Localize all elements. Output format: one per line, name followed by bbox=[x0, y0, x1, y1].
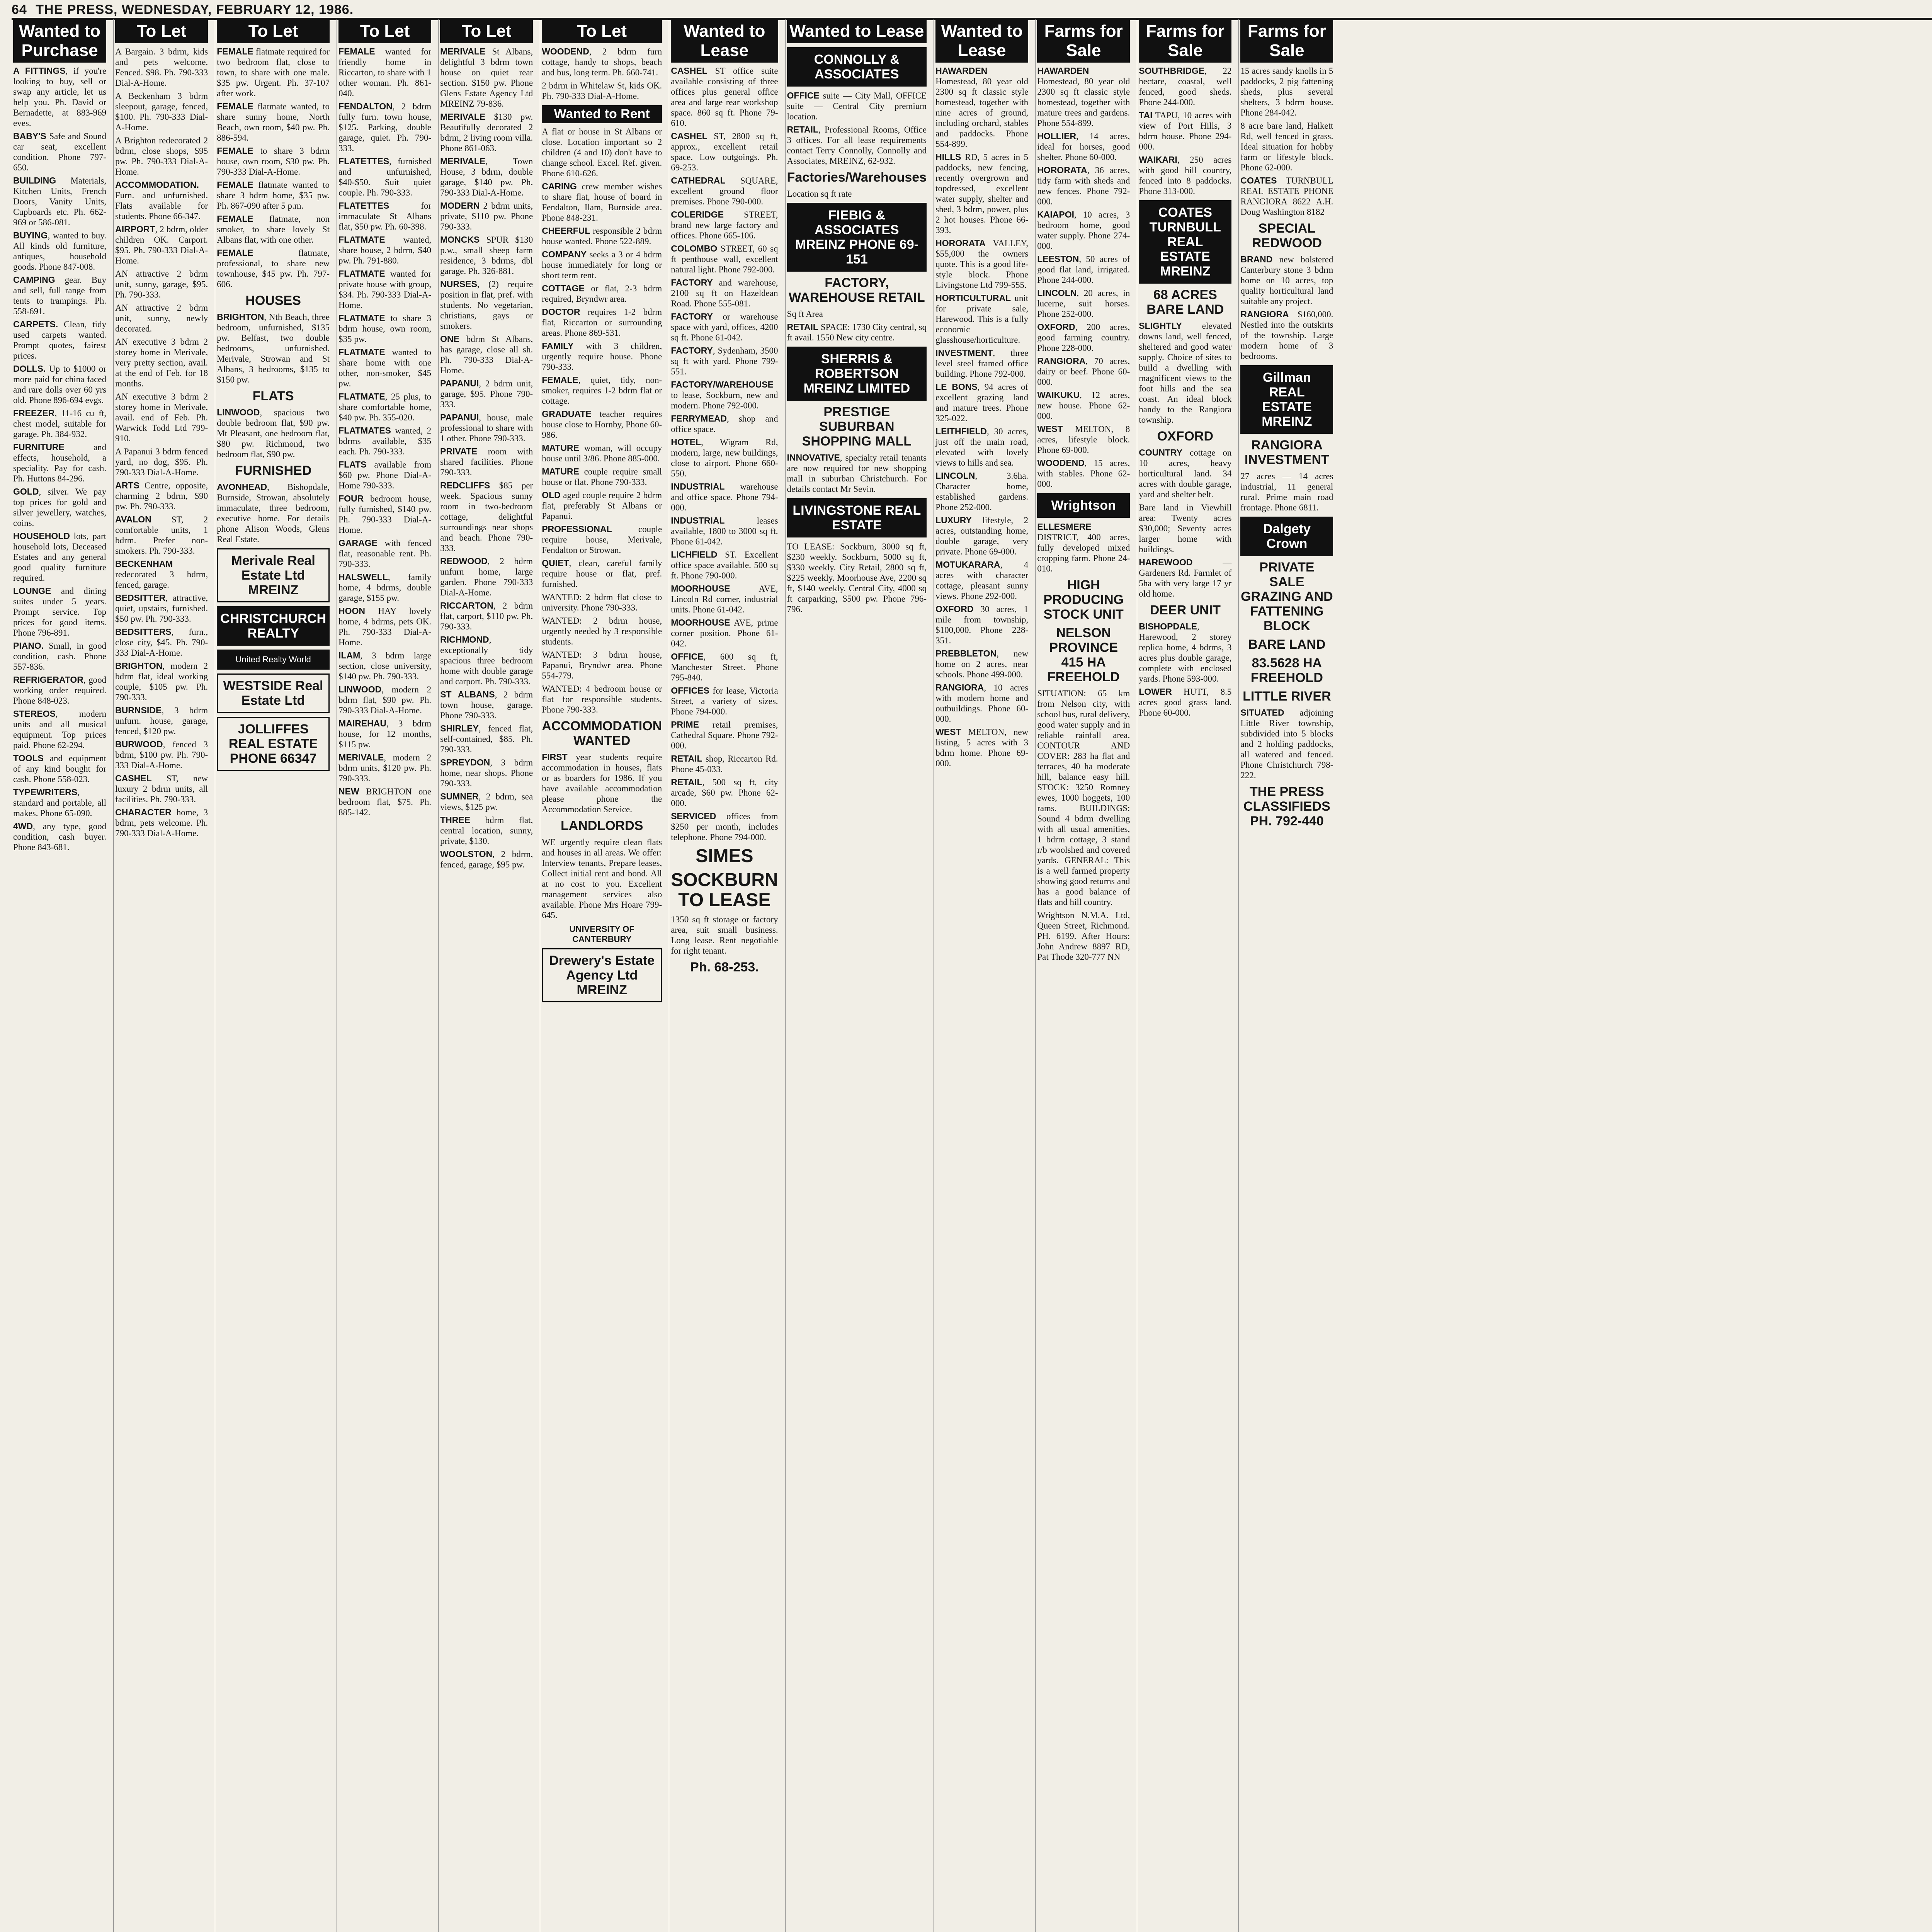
classified-column bbox=[669, 19, 779, 1932]
classified-ad: FIRST year students require accommodation in houses, flats or as boarders for 1986. If you have available accommodation please phone the Accommodation Service. bbox=[542, 752, 662, 814]
classified-ad: SHIRLEY, fenced flat, self-contained, $85. Ph. 790-333. bbox=[440, 723, 533, 754]
listing-header: Sq ft Area bbox=[787, 309, 823, 319]
classified-ad: FURNITURE and effects, household, a speciality. Pay for cash. Ph. Huttons 84-296. bbox=[13, 442, 107, 483]
classified-ad: FEMALE flatmate wanted, to share sunny home, North Beach, own room, $40 pw. Ph. 886-594. bbox=[217, 101, 330, 143]
classified-ad: FLATETTES, furnished and unfurnished, $40-$50. Suit quiet couple. Ph. 790-333. bbox=[338, 156, 432, 197]
display-heading: PRESTIGE SUBURBAN SHOPPING MALL bbox=[802, 405, 912, 449]
classified-column bbox=[438, 19, 534, 1932]
classified-ad: A Papanui 3 bdrm fenced yard, no dog, $95. Ph. 790-333 Dial-A-Home. bbox=[115, 447, 208, 477]
classified-ad: INVESTMENT, three level steel framed office building. Phone 792-000. bbox=[935, 348, 1029, 379]
column-heading: Farms for Sale bbox=[1240, 19, 1333, 63]
classified-ad: CAMPING gear. Buy and sell, full range from tents to trampings. Ph. 558-691. bbox=[13, 275, 107, 316]
classified-ad: WANTED: 2 bdrm flat close to university. Phone 790-333. bbox=[542, 592, 662, 612]
classified-ad: PIANO. Small, in good condition, cash. Phone 557-836. bbox=[13, 641, 107, 672]
column-heading: To Let bbox=[338, 19, 431, 43]
classified-ad: BABY'S Safe and Sound car seat, excellent condition. Phone 797-650. bbox=[13, 131, 107, 172]
classified-ad: MOTUKARARA, 4 acres with character cottage, pleasant sunny views. Phone 292-000. bbox=[935, 560, 1029, 601]
classified-ad: BURWOOD, fenced 3 bdrm, $100 pw. Ph. 790-333 Dial-A-Home. bbox=[115, 739, 208, 770]
classified-ad: HOTEL, Wigram Rd, modern, large, new buildings, close to airport. Phone 660-550. bbox=[671, 437, 778, 478]
merivale-logo: Merivale Real Estate Ltd MREINZ bbox=[217, 548, 330, 602]
classified-ad: FACTORY or warehouse space with yard, offices, 4200 sq ft. Phone 61-042. bbox=[671, 311, 778, 342]
classified-ad: ST ALBANS, 2 bdrm town house, garage. Phone 790-333. bbox=[440, 689, 533, 720]
classified-ad: LINCOLN, 20 acres, in lucerne, suit horses. Phone 252-000. bbox=[1037, 288, 1130, 319]
column-heading: Wanted to Purchase bbox=[13, 19, 106, 63]
christchurch-realty-logo: CHRISTCHURCH REALTY bbox=[217, 606, 330, 646]
classified-ad: MERIVALE, Town House, 3 bdrm, double garage, $140 pw. Ph. 790-333 Dial-A-Home. bbox=[440, 156, 533, 197]
column-heading: Wanted to Lease bbox=[671, 19, 778, 63]
classified-ad: FLATMATE wanted, share house, 2 bdrm, $40 pw. Ph. 791-880. bbox=[338, 235, 432, 265]
classified-ad: RETAIL, 500 sq ft, city arcade, $60 pw. Phone 62-000. bbox=[671, 777, 778, 808]
classified-ad: MOORHOUSE AVE, Lincoln Rd corner, industrial units. Phone 61-042. bbox=[671, 583, 778, 614]
classified-ad: LOUNGE and dining suites under 5 years. Prompt service. Top prices for good items. Phone 796-891. bbox=[13, 586, 107, 638]
classified-ad: FREEZER, 11-16 cu ft, chest model, suitable for garage. Ph. 384-932. bbox=[13, 408, 107, 439]
classified-ad: HALSWELL, family home, 4 bdrms, double garage, $155 pw. bbox=[338, 572, 432, 603]
classified-ad: WAIKARI, 250 acres with good hill country, fenced into 8 paddocks. Phone 313-000. bbox=[1139, 155, 1232, 196]
classified-ad: CASHEL ST office suite available consisting of three offices plus general office area and large rear workshop space. 860 sq ft. Phone 79-610. bbox=[671, 66, 778, 128]
classified-ad: RETAIL shop, Riccarton Rd. Phone 45-033. bbox=[671, 753, 778, 774]
classified-ad: INDUSTRIAL warehouse and office space. Phone 794-000. bbox=[671, 481, 778, 512]
masthead-title: THE PRESS, WEDNESDAY, FEBRUARY 12, 1986. bbox=[36, 2, 354, 17]
display-heading: 83.5628 HA FREEHOLD bbox=[1250, 656, 1323, 685]
display-heading: DEER UNIT bbox=[1150, 603, 1221, 617]
classified-ad: FLATETTES for immaculate St Albans flat, $50 pw. Ph. 60-398. bbox=[338, 201, 432, 231]
classified-ad: BEDSITTER, attractive, quiet, upstairs, furnished. $50 pw. Ph. 790-333. bbox=[115, 593, 208, 624]
classified-ad: FLATS available from $60 pw. Phone Dial-A-Home 790-333. bbox=[338, 459, 432, 490]
classified-ad: DOLLS. Up to $1000 or more paid for china faced and rare dolls over 60 yrs old. Phone 896-694 evgs. bbox=[13, 364, 107, 405]
classified-ad: BRIGHTON, modern 2 bdrm flat, ideal working couple, $105 pw. Ph. 790-333. bbox=[115, 661, 208, 702]
classified-ad: SPREYDON, 3 bdrm home, near shops. Phone 790-333. bbox=[440, 757, 533, 788]
nelson-contact: Wrightson N.M.A. Ltd, Queen Street, Richmond. PH. 6199. After Hours: John Andrew 8897 RD, Pat Thode 320-777 NN bbox=[1037, 910, 1130, 962]
masthead bbox=[12, 2, 1932, 20]
classified-ad: AN attractive 2 bdrm unit, sunny, garage, $95. Ph. 790-333. bbox=[115, 269, 208, 299]
classified-ad: LOWER HUTT, 8.5 acres good grass land. Phone 60-000. bbox=[1139, 687, 1232, 718]
classified-ad: OFFICES for lease, Victoria Street, a variety of sizes. Phone 794-000. bbox=[671, 685, 778, 716]
simes-logo: SIMES bbox=[696, 846, 753, 866]
nelson-subheading: NELSON PROVINCE 415 HA FREEHOLD bbox=[1047, 626, 1120, 684]
classified-ad: KAIAPOI, 10 acres, 3 bedroom home, good water supply. Phone 274-000. bbox=[1037, 209, 1130, 251]
classified-ad: HOLLIER, 14 acres, ideal for horses, good shelter. Phone 60-000. bbox=[1037, 131, 1130, 162]
classified-ad: QUIET, clean, careful family require house or flat, pref. furnished. bbox=[542, 558, 662, 589]
classified-ad: WEST MELTON, new listing, 5 acres with 3 bdrm home. Phone 69-000. bbox=[935, 727, 1029, 768]
classified-ad: RICCARTON, 2 bdrm flat, carport, $110 pw. Ph. 790-333. bbox=[440, 600, 533, 631]
classified-column bbox=[785, 19, 929, 1932]
classified-ad: LEITHFIELD, 30 acres, just off the main road, elevated with lovely views to hills and sea. bbox=[935, 426, 1029, 468]
classified-ad: SERVICED offices from $250 per month, includes telephone. Phone 794-000. bbox=[671, 811, 778, 842]
classified-ad: GOLD, silver. We pay top prices for gold and silver jewellery, watches, coins. bbox=[13, 486, 107, 528]
classified-ad: MERIVALE $130 pw. Beautifully decorated 2 bdrm, 2 living room villa. Phone 861-063. bbox=[440, 112, 533, 153]
classified-ad: WANTED: 3 bdrm house, Papanui, Bryndwr area. Phone 554-779. bbox=[542, 650, 662, 680]
classified-column bbox=[934, 19, 1030, 1932]
classified-ad: FEMALE wanted for friendly home in Riccarton, to share with 1 other woman. Ph. 861-040. bbox=[338, 46, 432, 98]
classified-ad: COATES TURNBULL REAL ESTATE PHONE RANGIORA 8622 A.H. Doug Washington 8182 bbox=[1240, 175, 1333, 217]
column-heading: Farms for Sale bbox=[1037, 19, 1130, 63]
classified-ad: CASHEL ST, new luxury 2 bdrm units, all facilities. Ph. 790-333. bbox=[115, 773, 208, 804]
drewery-logo: Drewery's Estate Agency Ltd MREINZ bbox=[542, 948, 662, 1002]
classified-ad: OXFORD, 200 acres, good farming country. Phone 228-000. bbox=[1037, 322, 1130, 353]
classified-ad: Bare land in Viewhill area: Twenty acres $30,000; Seventy acres larger home with buildings. bbox=[1139, 503, 1232, 554]
classified-ad: TAI TAPU, 10 acres with view of Port Hills, 3 bdrm house. Phone 294-000. bbox=[1139, 110, 1232, 151]
classified-ad: CARPETS. Clean, tidy used carpets wanted. Prompt quotes, fairest prices. bbox=[13, 319, 107, 361]
classified-ad: FACTORY and warehouse, 2100 sq ft on Hazeldean Road. Phone 555-081. bbox=[671, 277, 778, 308]
classified-ad: FEMALE flatmate wanted to share 3 bdrm home, $35 pw. Ph. 867-090 after 5 p.m. bbox=[217, 180, 330, 211]
classified-ad: LINWOOD, modern 2 bdrm flat, $90 pw. Ph. 790-333 Dial-A-Home. bbox=[338, 684, 432, 715]
classified-ad: WANTED: 4 bedroom house or flat for responsible students. Phone 790-333. bbox=[542, 684, 662, 714]
classified-ad: HORTICULTURAL unit for private sale, Harewood. This is a fully economic glasshouse/horticulture. bbox=[935, 293, 1029, 345]
classified-ad: MODERN 2 bdrm units, private, $110 pw. Phone 790-333. bbox=[440, 201, 533, 231]
classified-ad: TYPEWRITERS, standard and portable, all makes. Phone 65-090. bbox=[13, 787, 107, 818]
classified-ad: COMPANY seeks a 3 or 4 bdrm house immediately for long or short term rent. bbox=[542, 249, 662, 280]
classified-ad: AN attractive 2 bdrm unit, sunny, newly decorated. bbox=[115, 303, 208, 333]
classified-ad: BEDSITTERS, furn., close city, $45. Ph. 790-333 Dial-A-Home. bbox=[115, 627, 208, 658]
classified-ad: A Bargain. 3 bdrm, kids and pets welcome. Fenced. $98. Ph. 790-333 Dial-A-Home. bbox=[115, 47, 208, 88]
classified-ad: NEW BRIGHTON one bedroom flat, $75. Ph. 885-142. bbox=[338, 786, 432, 817]
classified-ad: MOORHOUSE AVE, prime corner position. Phone 61-042. bbox=[671, 617, 778, 648]
classified-ad: CHARACTER home, 3 bdrm, pets welcome. Ph. 790-333 Dial-A-Home. bbox=[115, 807, 208, 838]
listing-header: Location sq ft rate bbox=[787, 189, 852, 199]
classified-ad: COTTAGE or flat, 2-3 bdrm required, Bryndwr area. bbox=[542, 283, 662, 304]
classified-ad: GRADUATE teacher requires house close to Hornby, Phone 60-986. bbox=[542, 409, 662, 440]
classified-ad: GARAGE with fenced flat, reasonable rent. Ph. 790-333. bbox=[338, 538, 432, 569]
column-heading: Wanted to Lease bbox=[935, 19, 1028, 63]
classified-ad: TO LEASE: Sockburn, 3000 sq ft, $230 weekly. Sockburn, 5000 sq ft, $330 weekly. City Retail, 2800 sq ft, $225 weekly. Moorhouse Ave, 2200 sq ft, $140 weekly. Central City, 4000 sq ft carparking, $500 pw. Phone 796-796. bbox=[787, 542, 927, 614]
classified-ad: FERRYMEAD, shop and office space. bbox=[671, 413, 778, 434]
classified-column bbox=[1137, 19, 1233, 1932]
classified-ad: FLATMATE, 25 plus, to share comfortable home, $40 pw. Ph. 355-020. bbox=[338, 391, 432, 422]
display-heading: BARE LAND bbox=[1248, 637, 1326, 652]
display-heading: 68 ACRES BARE LAND bbox=[1146, 287, 1224, 317]
agency-logo: LIVINGSTONE REAL ESTATE bbox=[787, 498, 927, 537]
classified-ad: HORORATA, 36 acres, tidy farm with sheds and new fences. Phone 792-000. bbox=[1037, 165, 1130, 206]
classified-ad: THREE bdrm flat, central location, sunny, private, $130. bbox=[440, 815, 533, 846]
classified-ad: SLIGHTLY elevated downs land, well fenced, sheltered and good water supply. Choice of sites to build a dwelling with magnificent views to the foot hills and the sea coast. An ideal block handy to the Rangiora township. bbox=[1139, 321, 1232, 425]
classified-ad: RANGIORA $160,000. Nestled into the outskirts of the township. Large modern home of 3 bedrooms. bbox=[1240, 309, 1333, 361]
classified-ad: 8 acre bare land, Halkett Rd, well fenced in grass. Ideal situation for hobby farm or lifestyle block. Phone 62-000. bbox=[1240, 121, 1333, 172]
classified-ad: WOOLSTON, 2 bdrm, fenced, garage, $95 pw. bbox=[440, 849, 533, 869]
classified-ad: HORORATA VALLEY, $55,000 the owners quote. This is a good life-style block. Phone Livingstone Ltd 799-555. bbox=[935, 238, 1029, 290]
classified-ad: FLATMATE wanted to share home with one other, non-smoker, $45 pw. bbox=[338, 347, 432, 388]
classified-ad: LEESTON, 50 acres of good flat land, irrigated. Phone 244-000. bbox=[1037, 254, 1130, 285]
classified-ad: HOUSEHOLD lots, part household lots, Deceased Estates and any general good quality furniture required. bbox=[13, 531, 107, 583]
classified-ad: REDWOOD, 2 bdrm unfurn home, large garden. Phone 790-333 Dial-A-Home. bbox=[440, 556, 533, 597]
classified-column bbox=[337, 19, 433, 1932]
classified-ad: 2 bdrm in Whitelaw St, kids OK. Ph. 790-333 Dial-A-Home. bbox=[542, 81, 662, 101]
classified-column bbox=[540, 19, 663, 1932]
classified-ad: 15 acres sandy knolls in 5 paddocks, 2 pig fattening sheds, plus several shelters, 3 bdrm house. Phone 284-042. bbox=[1240, 66, 1333, 117]
crest-caption: UNIVERSITY OF CANTERBURY bbox=[569, 924, 634, 944]
classified-ad: MAIREHAU, 3 bdrm house, for 12 months, $115 pw. bbox=[338, 718, 432, 749]
page-number: 64 bbox=[12, 2, 27, 17]
classified-ad: FOUR bedroom house, fully furnished, $140 pw. Ph. 790-333 Dial-A-Home. bbox=[338, 493, 432, 535]
agency-logo: FIEBIG & ASSOCIATES MREINZ PHONE 69-151 bbox=[787, 203, 927, 272]
column-heading: To Let bbox=[542, 19, 662, 43]
classified-ad: FLATMATES wanted, 2 bdrms available, $35 each. Ph. 790-333. bbox=[338, 425, 432, 456]
display-heading: FLATS bbox=[252, 389, 294, 403]
classified-ad: DOCTOR requires 1-2 bdrm flat, Riccarton or surrounding areas. Phone 869-531. bbox=[542, 307, 662, 338]
classified-ad: PRIVATE room with shared facilities. Phone 790-333. bbox=[440, 446, 533, 477]
classified-ad: CARING crew member wishes to share flat, house of board in Fendalton, Ilam, Burnside area. Phone 848-231. bbox=[542, 181, 662, 223]
classified-ad: MERIVALE St Albans, delightful 3 bdrm town house on quiet rear section. $150 pw. Phone Glens Estate Agency Ltd MREINZ 79-836. bbox=[440, 46, 533, 109]
display-heading: RANGIORA INVESTMENT bbox=[1244, 438, 1329, 467]
classified-ad: RANGIORA, 70 acres, dairy or beef. Phone 60-000. bbox=[1037, 356, 1130, 387]
classified-ad: 4WD, any type, good condition, cash buyer. Phone 843-681. bbox=[13, 821, 107, 852]
classified-ad: PRIME retail premises, Cathedral Square. Phone 792-000. bbox=[671, 719, 778, 750]
classified-ad: CHEERFUL responsible 2 bdrm house wanted. Phone 522-889. bbox=[542, 226, 662, 246]
classified-ad: A Brighton redecorated 2 bdrm, close shops, $95 pw. Ph. 790-333 Dial-A-Home. bbox=[115, 136, 208, 177]
classified-ad: LINWOOD, spacious two double bedroom flat, $90 pw. Mt Pleasant, one bedroom flat, $80 pw. Richmond, two bedroom flat, $90 pw. bbox=[217, 407, 330, 459]
classified-column bbox=[215, 19, 331, 1932]
classified-ad: LICHFIELD ST. Excellent office space available. 500 sq ft. Phone 790-000. bbox=[671, 549, 778, 580]
classified-ad: NURSES, (2) require position in flat, pref. with students. No vegetarian, christians, gays or smokers. bbox=[440, 279, 533, 331]
westside-logo: WESTSIDE Real Estate Ltd bbox=[217, 673, 330, 713]
classified-ad: A flat or house in St Albans or close. Location important so 2 children (4 and 10) don't have to change school. Excel. Ref. given. Phone 610-626. bbox=[542, 127, 662, 178]
classified-ad: ARTS Centre, opposite, charming 2 bdrm, $90 pw. Ph. 790-333. bbox=[115, 480, 208, 511]
classified-ad: HOON HAY lovely home, 4 bdrms, pets OK. Ph. 790-333 Dial-A-Home. bbox=[338, 606, 432, 647]
agency-logo: Gillman REAL ESTATE MREINZ bbox=[1240, 365, 1333, 434]
display-heading: THE PRESS CLASSIFIEDS PH. 792-440 bbox=[1243, 784, 1330, 828]
classified-ad: FAMILY with 3 children, urgently require house. Phone 790-333. bbox=[542, 341, 662, 372]
classified-ad: CASHEL ST, 2800 sq ft, approx., excellent retail space. Low outgoings. Ph. 69-253. bbox=[671, 131, 778, 172]
column-heading: Wanted to Lease bbox=[787, 19, 927, 43]
classified-ad: HILLS RD, 5 acres in 5 paddocks, new fencing, recently overgrown and topdressed, excellent water supply, shelter and shed, 3 bdrm, power, plus 2 hot houses. Phone 66-393. bbox=[935, 152, 1029, 235]
sockburn-heading: SOCKBURN TO LEASE bbox=[671, 870, 778, 910]
classified-ad: BRIGHTON, Nth Beach, three bedroom, unfurnished, $135 pw. Belfast, two double bedrooms, unfurnished. Merivale, Strowan and St Albans, 3 bedrooms, $135 to $150 pw. bbox=[217, 312, 330, 384]
column-heading: To Let bbox=[440, 19, 533, 43]
classified-ad: STEREOS, modern units and all musical equipment. Top prices paid. Phone 62-294. bbox=[13, 709, 107, 750]
agency-logo: CONNOLLY & ASSOCIATES bbox=[787, 47, 927, 87]
classified-ad: SITUATED adjoining Little River township, subdivided into 5 blocks and 2 holding paddocks, all watered and fenced. Phone Christchurch 798-222. bbox=[1240, 707, 1333, 780]
classified-ad: REFRIGERATOR, good working order required. Phone 848-023. bbox=[13, 675, 107, 706]
sockburn-phone: Ph. 68-253. bbox=[690, 960, 759, 975]
sockburn-body: 1350 sq ft storage or factory area, suit small business. Long lease. Rent negotiable for right tenant. bbox=[671, 915, 778, 956]
column-heading: To Let bbox=[217, 19, 330, 43]
classified-ad: MATURE woman, will occupy house until 3/86. Phone 885-000. bbox=[542, 443, 662, 463]
jolliffes-logo: JOLLIFFES REAL ESTATE PHONE 66347 bbox=[217, 717, 330, 771]
classified-column bbox=[1238, 19, 1335, 1932]
classified-ad: BISHOPDALE, Harewood, 2 storey replica home, 4 bdrms, 3 acres plus double garage, complete with enclosed yards. Phone 593-000. bbox=[1139, 621, 1232, 684]
classified-ad: BECKENHAM redecorated 3 bdrm, fenced, garage. bbox=[115, 559, 208, 590]
classified-ad: FEMALE flatmate, non smoker, to share lovely St Albans flat, with one other. bbox=[217, 214, 330, 245]
classified-ad: OXFORD 30 acres, 1 mile from township, $100,000. Phone 228-351. bbox=[935, 604, 1029, 645]
column-heading: Farms for Sale bbox=[1139, 19, 1231, 63]
classified-ad: LINCOLN, 3.6ha. Character home, established gardens. Phone 252-000. bbox=[935, 471, 1029, 512]
agency-logo: COATES TURNBULL REAL ESTATE MREINZ bbox=[1139, 200, 1231, 284]
classified-ad: AVONHEAD, Bishopdale, Burnside, Strowan, absolutely immaculate, three bedroom, executive home. For details phone Alison Woods, Glens Real Estate. bbox=[217, 482, 330, 544]
classified-ad: FACTORY, Sydenham, 3500 sq ft with yard. Phone 799-551. bbox=[671, 345, 778, 376]
classified-ad: A Beckenham 3 bdrm sleepout, garage, fenced, $100. Ph. 790-333 Dial-A-Home. bbox=[115, 91, 208, 132]
classified-ad: RANGIORA, 10 acres with modern home and outbuildings. Phone 60-000. bbox=[935, 682, 1029, 724]
classified-ad: COLERIDGE STREET, brand new large factory and offices. Phone 665-106. bbox=[671, 209, 778, 240]
agency-logo: Wrightson bbox=[1037, 493, 1130, 518]
nelson-heading: HIGH PRODUCING STOCK UNIT bbox=[1043, 578, 1124, 622]
display-heading: LANDLORDS bbox=[560, 818, 643, 833]
classified-ad: AN executive 3 bdrm 2 storey home in Merivale, very pretty section, avail. at the end of Feb. for 18 months. bbox=[115, 337, 208, 388]
classified-ad: FEMALE to share 3 bdrm house, own room, $30 pw. Ph. 790-333 Dial-A-Home. bbox=[217, 146, 330, 177]
classified-ad: MONCKS SPUR $130 p.w., small sheep farm residence, 3 bdrms, dbl garage. Ph. 326-881. bbox=[440, 235, 533, 276]
classified-ad: ONE bdrm St Albans, has garage, close all sh. Ph. 790-333 Dial-A-Home. bbox=[440, 334, 533, 375]
classified-ad: ILAM, 3 bdrm large section, close university, $140 pw. Ph. 790-333. bbox=[338, 650, 432, 681]
classified-ad: RETAIL SPACE: 1730 City central, sq ft avail. 1550 New city centre. bbox=[787, 322, 927, 342]
classified-ad: SOUTHBRIDGE, 22 hectare, coastal, well fenced, good sheds. Phone 244-000. bbox=[1139, 66, 1232, 107]
display-heading: FURNISHED bbox=[235, 463, 312, 478]
classified-ad: LUXURY lifestyle, 2 acres, outstanding home, double garage, very private. Phone 69-000. bbox=[935, 515, 1029, 556]
classified-ad: PAPANUI, 2 bdrm unit, garage, $95. Phone 790-333. bbox=[440, 378, 533, 409]
classified-ad: PAPANUI, house, male professional to share with 1 other. Phone 790-333. bbox=[440, 412, 533, 443]
classified-ad: WOODEND, 2 bdrm furn cottage, handy to shops, beach and bus, long term. Ph. 660-741. bbox=[542, 46, 662, 77]
column-heading: To Let bbox=[115, 19, 208, 43]
classified-ad: WANTED: 2 bdrm house, urgently needed by 3 responsible students. bbox=[542, 616, 662, 646]
agency-logo: SHERRIS & ROBERTSON MREINZ LIMITED bbox=[787, 347, 927, 401]
classified-column bbox=[1035, 19, 1131, 1932]
classified-ad: HAWARDEN Homestead, 80 year old 2300 sq ft classic style homestead, together with mature trees and gardens. Phone 554-899. bbox=[1037, 66, 1130, 128]
classified-ad: MATURE couple require small house or flat. Phone 790-333. bbox=[542, 466, 662, 487]
classified-ad: INDUSTRIAL leases available, 1800 to 3000 sq ft. Phone 61-042. bbox=[671, 515, 778, 546]
classified-ad: WE urgently require clean flats and houses in all areas. We offer: Interview tenants, Prepare leases, Collect initial rent and bond. All at no cost to you. Excellent management services also available. Phone Mrs Hoare 799-645. bbox=[542, 837, 662, 920]
classified-ad: FLATMATE wanted for private house with group, $34. Ph. 790-333 Dial-A-Home. bbox=[338, 269, 432, 310]
classified-ad: MERIVALE, modern 2 bdrm units, $120 pw. Ph. 790-333. bbox=[338, 752, 432, 783]
classified-ad: FACTORY/WAREHOUSE to lease, Sockburn, new and modern. Phone 792-000. bbox=[671, 379, 778, 410]
classified-ad: TOOLS and equipment of any kind bought for cash. Phone 558-023. bbox=[13, 753, 107, 784]
display-heading: PRIVATE SALE GRAZING AND FATTENING BLOCK bbox=[1241, 560, 1333, 633]
classified-ad: LE BONS, 94 acres of excellent grazing land and mature trees. Phone 325-022. bbox=[935, 382, 1029, 423]
classified-ad: BRAND new bolstered Canterbury stone 3 bdrm home on 10 acres, top quality horticultural land suitable any project. bbox=[1240, 254, 1333, 306]
classified-ad: HAWARDEN Homestead, 80 year old 2300 sq ft classic style homestead, together with nine acres of ground, including orchard, stables and paddocks. Phone 554-899. bbox=[935, 66, 1029, 149]
nelson-body: SITUATION: 65 km from Nelson city, with school bus, rural delivery, good water supply and in reliable rainfall area. CONTOUR AND COVER: 283 ha flat and terraces, 40 ha moderate hill, balance easy hill. STOCK: 3250 Romney ewes, 1000 hoggets, 100 rams. BUILDINGS: Sound 4 bdrm dwelling with all usual amenities, 1 bdrm cottage, 3 stand r/b woolshed and covered yards. GENERAL: This is a well farmed property showing good returns and has a good balance of flats and hill country. bbox=[1037, 689, 1130, 907]
classified-ad: RETAIL, Professional Rooms, Office 3 offices. For all lease requirements contact Terry Connolly, Connolly and Associates, MREINZ, 62-932. bbox=[787, 124, 927, 166]
classified-ad: FEMALE, quiet, tidy, non-smoker, requires 1-2 bdrm flat or cottage. bbox=[542, 375, 662, 406]
classified-ad: AVALON ST, 2 comfortable units, 1 bdrm. Prefer non-smokers. Ph. 790-333. bbox=[115, 514, 208, 556]
agency-logo: Dalgety Crown bbox=[1240, 517, 1333, 556]
classified-column bbox=[113, 19, 209, 1932]
display-heading: FACTORY, WAREHOUSE RETAIL bbox=[789, 276, 925, 305]
classified-ad: WAIKUKU, 12 acres, new house. Phone 62-000. bbox=[1037, 390, 1130, 421]
classified-ad: PROFESSIONAL couple require house, Merivale, Fendalton or Strowan. bbox=[542, 524, 662, 555]
section-heading: Wanted to Rent bbox=[542, 105, 662, 123]
classified-ad: COUNTRY cottage on 10 acres, heavy horticultural land. 34 acres with double garage, yard and shelter belt. bbox=[1139, 447, 1232, 499]
classified-ad: FEMALE flatmate required for two bedroom flat, close to town, to share with one male. $35 pw. Urgent. Ph. 37-107 after work. bbox=[217, 46, 330, 98]
display-heading: OXFORD bbox=[1157, 429, 1214, 444]
classified-ad: FENDALTON, 2 bdrm fully furn. town house, $125. Parking, double garage, quiet. Ph. 790-333. bbox=[338, 101, 432, 153]
classified-ad: OFFICE suite — City Mall, OFFICE suite — Central City premium location. bbox=[787, 90, 927, 121]
classified-ad: AN executive 3 bdrm 2 storey home in Merivale, avail. end of Feb. Ph. Warwick Todd Ltd 799-910. bbox=[115, 392, 208, 443]
display-heading: HOUSES bbox=[245, 293, 301, 308]
classified-ad: BURNSIDE, 3 bdrm unfurn. house, garage, fenced, $120 pw. bbox=[115, 705, 208, 736]
classified-ad: INNOVATIVE, specialty retail tenants are now required for new shopping mall in suburban Christchurch. For details contact Mr Sevin. bbox=[787, 452, 927, 494]
classified-ad: A FITTINGS, if you're looking to buy, sell or swap any article, let us help you. Ph. David or Bernadette, at 883-969 eves. bbox=[13, 66, 107, 128]
united-realty-logo: United Realty World bbox=[217, 650, 330, 670]
classified-ad: OLD aged couple require 2 bdrm flat, preferably St Albans or Papanui. bbox=[542, 490, 662, 521]
display-heading: ACCOMMODATION WANTED bbox=[542, 719, 662, 748]
classified-ad: BUYING, wanted to buy. All kinds old furniture, antiques, household goods. Phone 847-008. bbox=[13, 230, 107, 272]
classified-ad: BUILDING Materials, Kitchen Units, French Doors, Vanity Units, Cupboards etc. Ph. 662-969 or 586-081. bbox=[13, 175, 107, 227]
classified-column bbox=[12, 19, 108, 1932]
classified-ad: PREBBLETON, new home on 2 acres, near schools. Phone 499-000. bbox=[935, 648, 1029, 679]
classified-ad: WEST MELTON, 8 acres, lifestyle block. Phone 69-000. bbox=[1037, 424, 1130, 455]
classified-ad: FEMALE flatmate, professional, to share new townhouse, $45 pw. Ph. 797-606. bbox=[217, 248, 330, 289]
classified-ad: FLATMATE to share 3 bdrm house, own room, $35 pw. bbox=[338, 313, 432, 344]
classified-columns bbox=[12, 19, 1932, 1932]
classified-ad: REDCLIFFS $85 per week. Spacious sunny room in two-bedroom cottage, delightful surroundings near shops and beach. Phone 790-333. bbox=[440, 480, 533, 553]
classified-ad: SUMNER, 2 bdrm, sea views, $125 pw. bbox=[440, 791, 533, 812]
classified-ad: WOODEND, 15 acres, with stables. Phone 62-000. bbox=[1037, 458, 1130, 489]
classified-ad: OFFICE, 600 sq ft, Manchester Street. Phone 795-840. bbox=[671, 651, 778, 682]
classified-ad: ACCOMMODATION. Furn. and unfurnished. Flats available for students. Phone 66-347. bbox=[115, 180, 208, 221]
classified-ad: CATHEDRAL SQUARE, excellent ground floor premises. Phone 790-000. bbox=[671, 175, 778, 206]
classified-ad: 27 acres — 14 acres industrial, 11 general rural. Prime main road frontage. Phone 6811. bbox=[1240, 471, 1333, 512]
display-heading: SPECIAL REDWOOD bbox=[1252, 221, 1322, 250]
classified-ad: HAREWOOD — Gardeners Rd. Farmlet of 5ha with very large 17 yr old home. bbox=[1139, 557, 1232, 599]
classified-ad: COLOMBO STREET, 60 sq ft penthouse wall, excellent natural light. Phone 792-000. bbox=[671, 243, 778, 274]
classified-ad: RICHMOND, exceptionally tidy spacious three bedroom home with double garage and carport. Ph. 790-333. bbox=[440, 634, 533, 686]
classified-ad: ELLESMERE DISTRICT, 400 acres, fully developed mixed cropping farm. Phone 24-010. bbox=[1037, 522, 1130, 573]
display-heading: Factories/Warehouses bbox=[787, 170, 927, 185]
display-heading: LITTLE RIVER bbox=[1243, 689, 1331, 704]
classified-ad: AIRPORT, 2 bdrm, older children OK. Carport. $95. Ph. 790-333 Dial-A-Home. bbox=[115, 224, 208, 265]
